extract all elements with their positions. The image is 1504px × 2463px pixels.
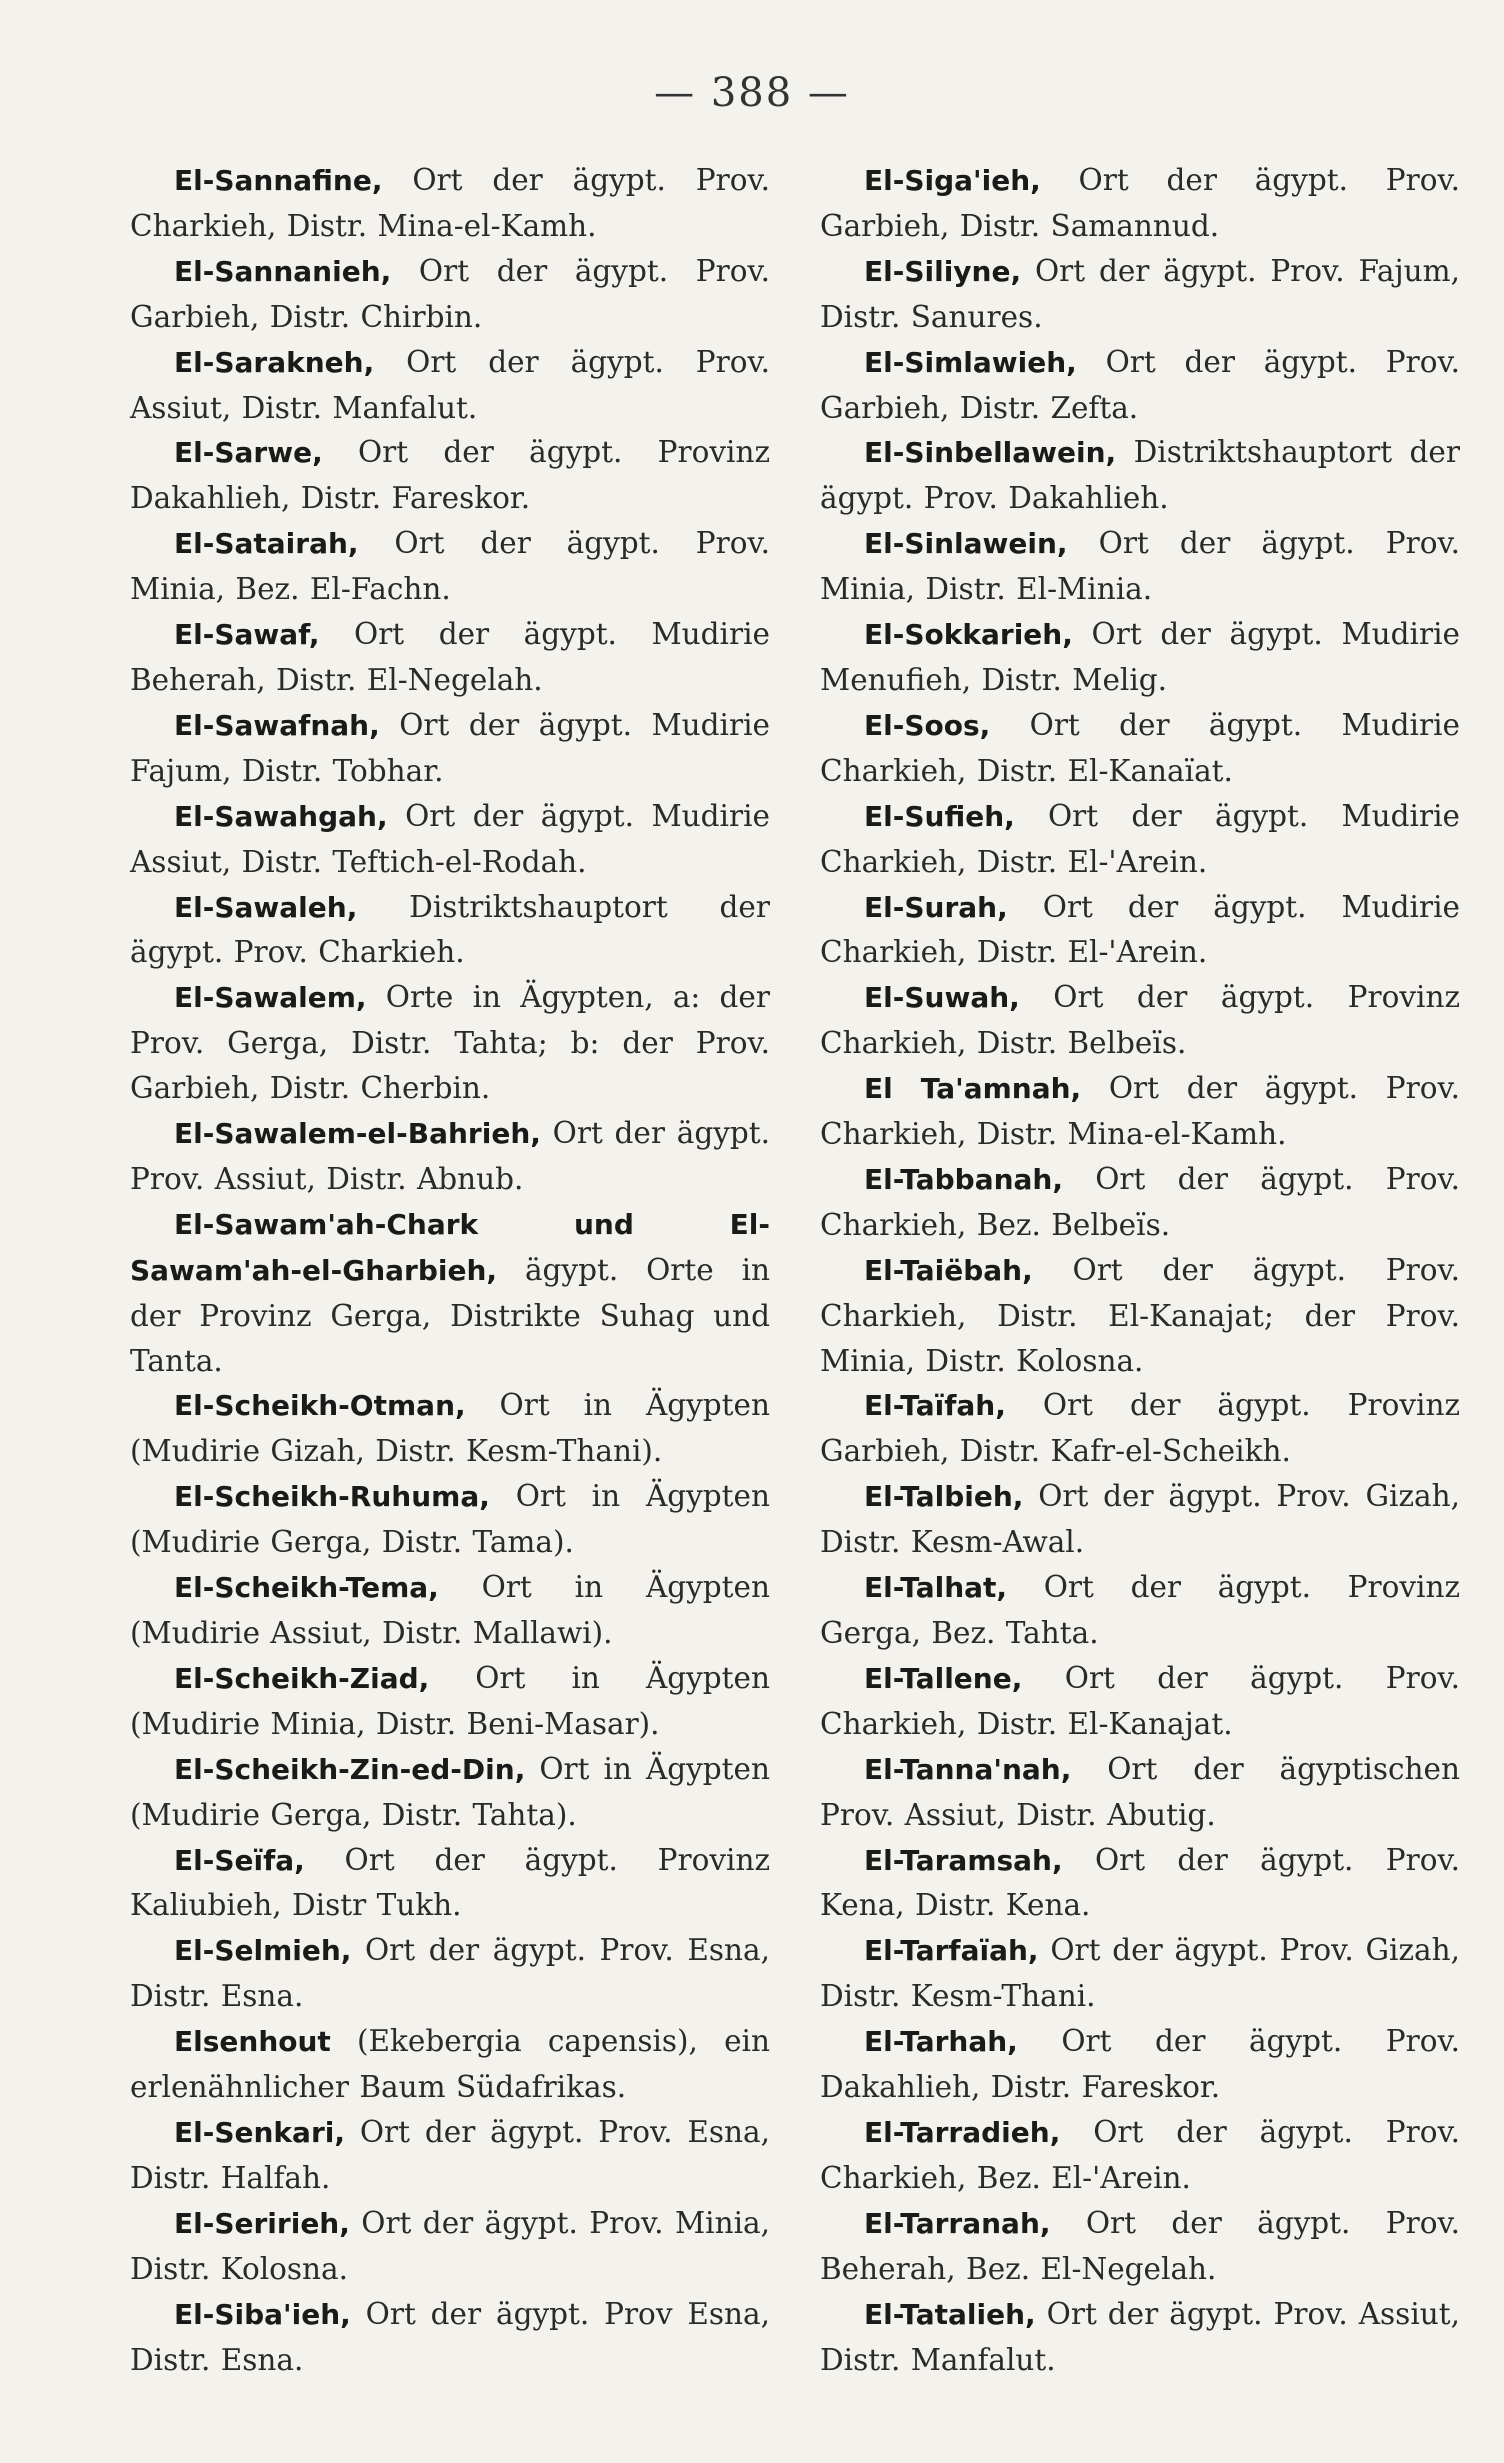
- entry-headword: El-Sawalem,: [174, 981, 367, 1015]
- dictionary-entry: [820, 885, 1460, 976]
- entry-headword: El-Sannanieh,: [174, 254, 392, 288]
- left-column: [130, 158, 770, 2382]
- entry-headword: El-Sawam'ah-Chark und El-Sawam'ah-el-Gharbieh,: [130, 1207, 770, 1287]
- dictionary-entry: [820, 1656, 1460, 1747]
- entry-definition: Ort der ägypt. Prov. Garbieh, Distr. Chirbin.: [130, 253, 770, 334]
- entry-headword: El-Scheikh-Ziad,: [174, 1661, 430, 1695]
- entry-definition: Ort der ägypt. Mudirie Assiut, Distr. Teftich-el-Rodah.: [130, 798, 770, 879]
- dictionary-entry: [820, 1383, 1460, 1474]
- entry-definition: Ort der ägypt. Prov. Minia, Bez. El-Fachn.: [130, 526, 770, 607]
- entry-definition: Distriktshauptort der ägypt. Prov. Dakahlieh.: [820, 435, 1460, 516]
- entry-headword: El-Seïfa,: [174, 1843, 305, 1877]
- entry-headword: El-Sinbellawein,: [864, 436, 1117, 470]
- entry-definition: Ort der ägypt. Prov Esna, Distr. Esna.: [130, 2296, 770, 2377]
- dictionary-entry: [820, 612, 1460, 703]
- entry-definition: Ort der ägypt. Mudirie Charkieh, Distr. El-'Arein.: [820, 798, 1460, 879]
- dictionary-entry: [130, 430, 770, 521]
- entry-definition: Ort der ägypt. Prov. Kena, Distr. Kena.: [820, 1842, 1460, 1923]
- entry-headword: El-Selmieh,: [174, 1934, 352, 1968]
- entry-definition: Ort in Ägypten (Mudirie Minia, Distr. Beni-Masar).: [130, 1660, 770, 1741]
- entry-definition: Ort der ägypt. Provinz Gerga, Bez. Tahta.: [820, 1570, 1460, 1650]
- dictionary-entry: [820, 2019, 1460, 2110]
- entry-headword: El-Sannafine,: [174, 164, 383, 197]
- entry-headword: El-Sinlawein,: [864, 527, 1068, 561]
- entry-definition: Ort der ägypt. Prov. Assiut, Distr. Manfalut.: [130, 344, 770, 425]
- entry-definition: Ort der ägypt. Prov. Garbieh, Distr. Samannud.: [820, 163, 1460, 243]
- dictionary-entry: [130, 1656, 770, 1747]
- dictionary-entry: [130, 340, 770, 431]
- dictionary-entry: [130, 2019, 770, 2110]
- dictionary-entry: [130, 521, 770, 612]
- entry-definition: ägypt. Orte in der Provinz Gerga, Distrikte Suhag und Tanta.: [130, 1252, 770, 1378]
- entry-definition: Ort der ägypt. Prov. Assiut, Distr. Manfalut.: [820, 2296, 1460, 2377]
- entry-headword: El-Simlawieh,: [864, 345, 1077, 379]
- entry-headword: El-Sawaf,: [174, 618, 320, 652]
- entry-headword: El-Sarwe,: [174, 436, 323, 470]
- entry-headword: El-Tarradieh,: [864, 2115, 1061, 2149]
- dictionary-entry: [130, 2201, 770, 2292]
- entry-definition: Orte in Ägypten, a: der Prov. Gerga, Distr. Tahta; b: der Prov. Garbieh, Distr. Cherbin.: [130, 980, 770, 1106]
- dictionary-entry: [130, 885, 770, 976]
- dictionary-entry: [130, 1383, 770, 1474]
- entry-definition: Ort in Ägypten (Mudirie Gerga, Distr. Tama).: [130, 1479, 770, 1560]
- entry-definition: Ort der ägypt. Prov. Charkieh, Bez. Belbeïs.: [820, 1161, 1460, 1242]
- entry-headword: Elsenhout: [174, 2025, 331, 2059]
- right-column: [820, 158, 1460, 2382]
- dictionary-entry: [820, 975, 1460, 1066]
- dictionary-entry: [130, 794, 770, 885]
- entry-headword: El-Seririeh,: [174, 2206, 350, 2240]
- entry-headword: El-Tarranah,: [864, 2206, 1051, 2240]
- entry-definition: Ort der ägypt. Provinz Charkieh, Distr. Belbeïs.: [820, 980, 1460, 1061]
- dictionary-entry: [820, 1248, 1460, 1384]
- entry-definition: Ort der ägypt. Prov. Minia, Distr. El-Minia.: [820, 526, 1460, 607]
- entry-definition: Ort der ägypt. Prov. Garbieh, Distr. Zefta.: [820, 344, 1460, 425]
- dictionary-entry: [820, 1066, 1460, 1157]
- entry-headword: El-Sarakneh,: [174, 345, 375, 379]
- dictionary-entry: [820, 2292, 1460, 2383]
- page-number: — 388 —: [654, 70, 850, 116]
- entry-definition: Ort der ägypt. Provinz Kaliubieh, Distr Tukh.: [130, 1842, 770, 1923]
- entry-definition: (Ekebergia capensis), ein erlenähnlicher Baum Südafrikas.: [130, 2024, 770, 2105]
- entry-definition: Ort der ägypt. Prov. Gizah, Distr. Kesm-Awal.: [820, 1479, 1460, 1560]
- dictionary-entry: [820, 2110, 1460, 2201]
- entry-definition: Ort der ägypt. Prov. Charkieh, Distr. El-Kanajat.: [820, 1660, 1460, 1741]
- dictionary-entry: [820, 158, 1460, 249]
- entry-headword: El-Soos,: [864, 708, 991, 742]
- dictionary-entry: [820, 794, 1460, 885]
- dictionary-entry: [130, 1202, 770, 1384]
- entry-definition: Ort der ägypt. Prov. Fajum, Distr. Sanures.: [820, 253, 1460, 334]
- entry-definition: Ort der ägypt. Prov. Beherah, Bez. El-Negelah.: [820, 2205, 1460, 2286]
- dictionary-entry: [130, 158, 770, 249]
- entry-definition: Ort der ägypt. Prov. Dakahlieh, Distr. Fareskor.: [820, 2024, 1460, 2105]
- entry-definition: Ort der ägypt. Mudirie Charkieh, Distr. El-Kanaïat.: [820, 707, 1460, 788]
- entry-definition: Ort der ägypt. Prov. Charkieh, Distr. Mina-el-Kamh.: [820, 1071, 1460, 1152]
- dictionary-entry: [130, 2110, 770, 2201]
- entry-definition: Ort der ägypt. Mudirie Menufieh, Distr. Melig.: [820, 617, 1460, 697]
- dictionary-entry: [130, 1474, 770, 1565]
- entry-definition: Ort in Ägypten (Mudirie Gerga, Distr. Tahta).: [130, 1751, 770, 1832]
- entry-definition: Ort der ägypt. Prov. Esna, Distr. Esna.: [130, 1933, 770, 2014]
- dictionary-entry: [820, 1565, 1460, 1656]
- entry-headword: El-Scheikh-Otman,: [174, 1389, 466, 1423]
- entry-headword: El-Tanna'nah,: [864, 1752, 1072, 1786]
- dictionary-entry: [130, 249, 770, 340]
- entry-headword: El-Sawalem-el-Bahrieh,: [174, 1117, 541, 1151]
- dictionary-entry: [820, 249, 1460, 340]
- dictionary-entry: [820, 1838, 1460, 1929]
- dictionary-entry: [820, 1747, 1460, 1838]
- entry-headword: El-Tatalieh,: [864, 2297, 1036, 2331]
- entry-headword: El-Tallene,: [864, 1661, 1023, 1695]
- entry-definition: Ort der ägypt. Prov. Charkieh, Bez. El-'Arein.: [820, 2114, 1460, 2195]
- dictionary-entry: [820, 521, 1460, 612]
- entry-headword: El-Sokkarieh,: [864, 618, 1073, 652]
- dictionary-entry: [130, 1928, 770, 2019]
- entry-headword: El-Tarfaïah,: [864, 1934, 1039, 1968]
- entry-headword: El-Sawaleh,: [174, 890, 358, 924]
- entry-definition: Ort in Ägypten (Mudirie Gizah, Distr. Kesm-Thani).: [130, 1388, 770, 1469]
- entry-headword: El-Satairah,: [174, 527, 359, 561]
- entry-headword: El-Sawahgah,: [174, 799, 388, 833]
- dictionary-entry: [820, 340, 1460, 431]
- entry-headword: El-Talbieh,: [864, 1480, 1024, 1514]
- entry-definition: Distriktshauptort der ägypt. Prov. Charkieh.: [130, 889, 770, 970]
- entry-headword: El-Taramsah,: [864, 1843, 1063, 1877]
- entry-headword: El-Taiëbah,: [864, 1253, 1033, 1287]
- dictionary-entry: [130, 1838, 770, 1929]
- entry-headword: El-Taïfah,: [864, 1389, 1006, 1423]
- entry-headword: El-Sufieh,: [864, 799, 1015, 833]
- entry-headword: El Ta'amnah,: [864, 1072, 1082, 1106]
- dictionary-entry: [130, 703, 770, 794]
- entry-definition: Ort der ägypt. Prov. Assiut, Distr. Abnub.: [130, 1116, 770, 1196]
- entry-definition: Ort der ägypt. Mudirie Fajum, Distr. Tobhar.: [130, 707, 770, 788]
- dictionary-entry: [130, 1747, 770, 1838]
- entry-headword: El-Scheikh-Tema,: [174, 1571, 439, 1605]
- entry-headword: El-Scheikh-Ruhuma,: [174, 1480, 490, 1514]
- dictionary-entry: [130, 1111, 770, 1202]
- dictionary-entry: [130, 1565, 770, 1656]
- entry-definition: Ort der ägypt. Prov. Minia, Distr. Kolosna.: [130, 2205, 770, 2286]
- entry-headword: El-Senkari,: [174, 2115, 345, 2149]
- dictionary-entry: [820, 1157, 1460, 1248]
- entry-headword: El-Scheikh-Zin-ed-Din,: [174, 1752, 526, 1786]
- entry-headword: El-Tarhah,: [864, 2025, 1018, 2059]
- dictionary-entry: [820, 703, 1460, 794]
- entry-headword: El-Siga'ieh,: [864, 164, 1041, 197]
- dictionary-entry: [130, 2292, 770, 2383]
- entry-definition: Ort der ägypt. Prov. Esna, Distr. Halfah.: [130, 2114, 770, 2195]
- dictionary-entry: [820, 1474, 1460, 1565]
- entry-definition: Ort der ägypt. Provinz Dakahlieh, Distr. Fareskor.: [130, 435, 770, 516]
- entry-definition: Ort in Ägypten (Mudirie Assiut, Distr. Mallawi).: [130, 1570, 770, 1650]
- entry-headword: El-Suwah,: [864, 981, 1020, 1015]
- dictionary-entry: [130, 612, 770, 703]
- dictionary-entry: [820, 1928, 1460, 2019]
- entry-headword: El-Siba'ieh,: [174, 2297, 351, 2331]
- dictionary-entry: [130, 975, 770, 1111]
- entry-headword: El-Sawafnah,: [174, 708, 380, 742]
- dictionary-entry: [820, 2201, 1460, 2292]
- entry-definition: Ort der ägyptischen Prov. Assiut, Distr. Abutig.: [820, 1751, 1460, 1832]
- entry-headword: El-Siliyne,: [864, 254, 1022, 288]
- entry-definition: Ort der ägypt. Prov. Gizah, Distr. Kesm-Thani.: [820, 1933, 1460, 2014]
- dictionary-entry: [820, 430, 1460, 521]
- entry-headword: El-Surah,: [864, 890, 1008, 924]
- entry-headword: El-Tabbanah,: [864, 1162, 1063, 1196]
- entry-headword: El-Talhat,: [864, 1571, 1008, 1605]
- entry-definition: Ort der ägypt. Provinz Garbieh, Distr. Kafr-el-Scheikh.: [820, 1388, 1460, 1469]
- entry-definition: Ort der ägypt. Mudirie Beherah, Distr. El-Negelah.: [130, 617, 770, 697]
- entry-definition: Ort der ägypt. Prov. Charkieh, Distr. El-Kanajat; der Prov. Minia, Distr. Kolosna.: [820, 1252, 1460, 1378]
- entry-definition: Ort der ägypt. Prov. Charkieh, Distr. Mina-el-Kamh.: [130, 163, 770, 243]
- entry-definition: Ort der ägypt. Mudirie Charkieh, Distr. El-'Arein.: [820, 889, 1460, 970]
